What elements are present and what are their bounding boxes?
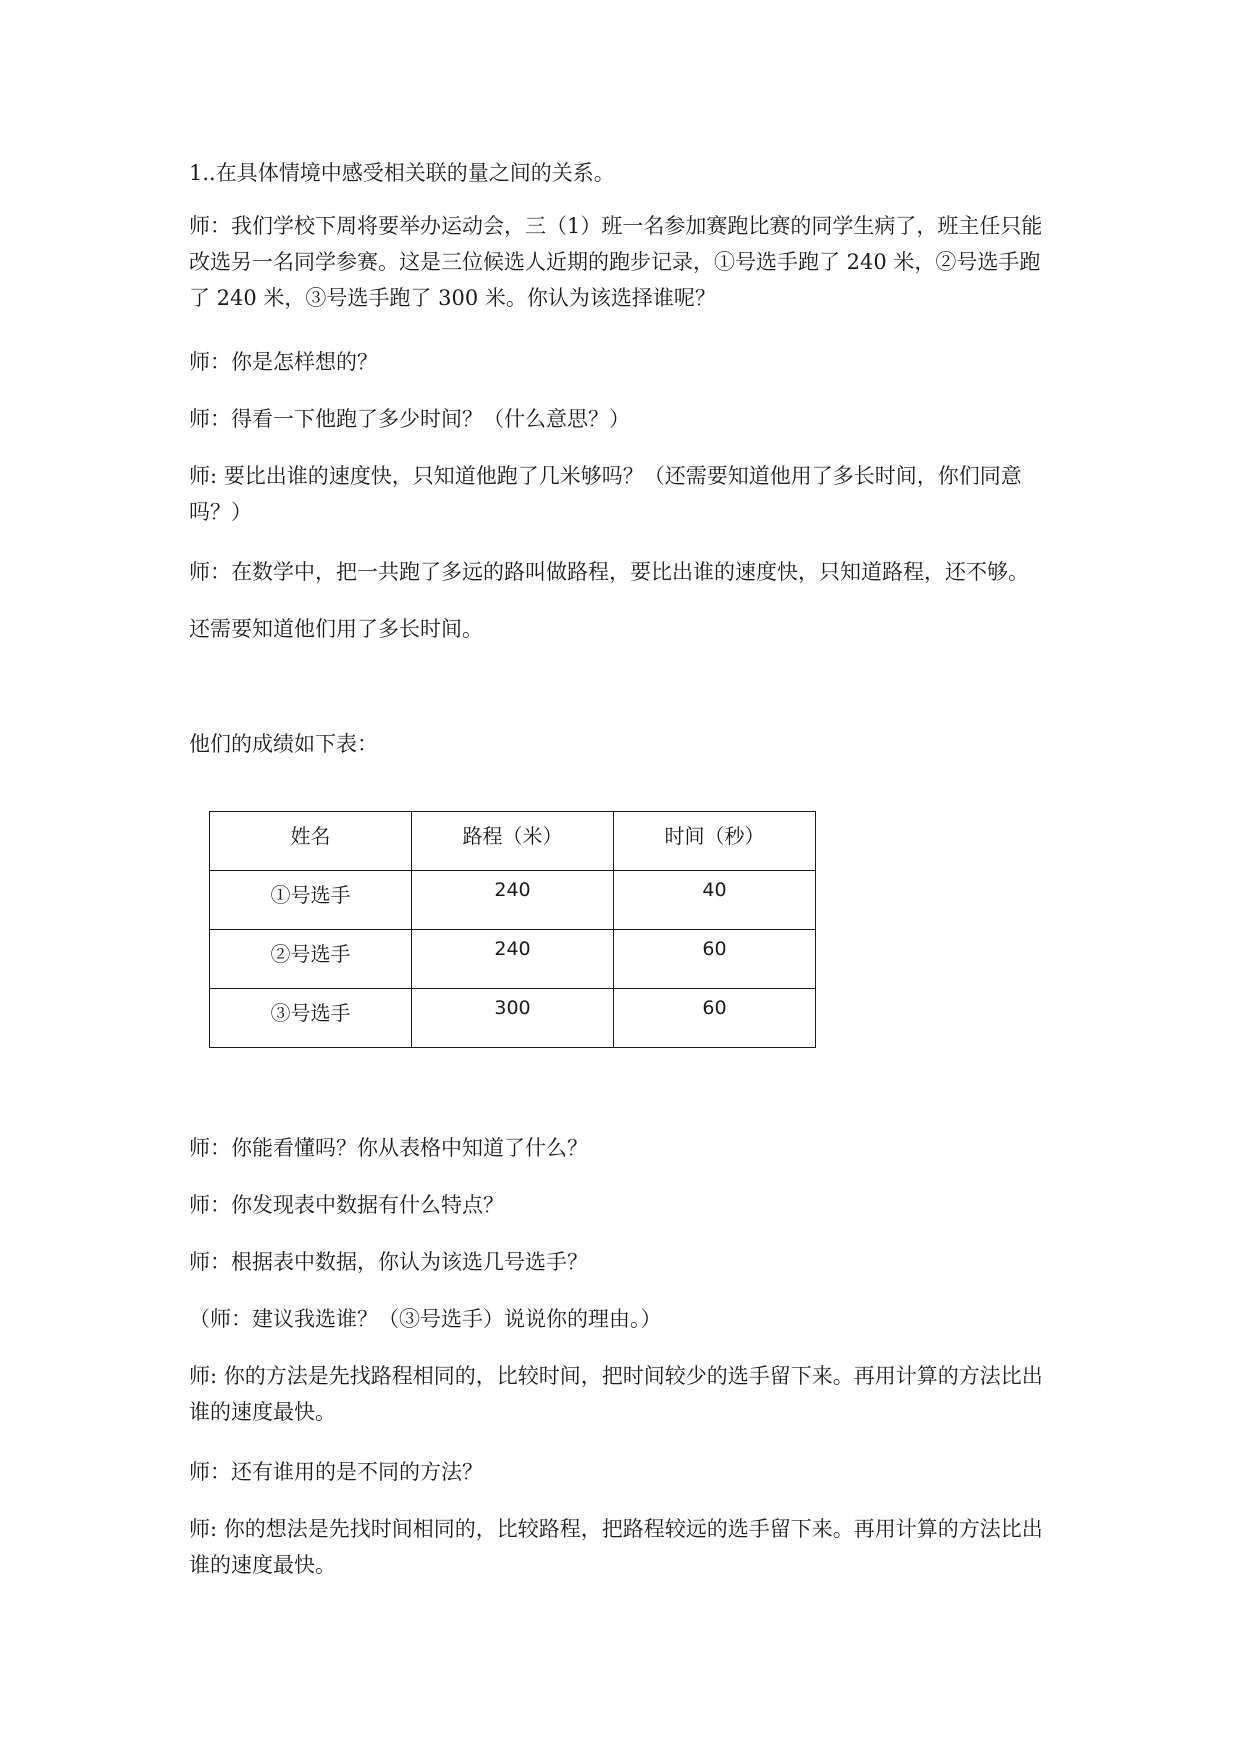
table-cell-distance: 240 [412, 930, 614, 989]
paragraph-method-one: 师: 你的方法是先找路程相同的，比较时间，把时间较少的选手留下来。再用计算的方法比出谁的速度最快。 [189, 1364, 1043, 1424]
paragraph-data-features: 师：你发现表中数据有什么特点？ [189, 1193, 504, 1217]
table-row [210, 871, 816, 930]
table-header-name: 姓名 [210, 812, 412, 871]
paragraph-method-two: 师: 你的想法是先找时间相同的，比较路程，把路程较远的选手留下来。再用计算的方法比出谁的速度最快。 [189, 1517, 1043, 1577]
table-row [210, 930, 816, 989]
paragraph-read-table: 师：你能看懂吗？你从表格中知道了什么？ [189, 1136, 588, 1160]
paragraph-question-how: 师：你是怎样想的？ [189, 350, 378, 374]
table-header-row [210, 812, 816, 871]
paragraph-distance-definition: 师：在数学中，把一共跑了多远的路叫做路程，要比出谁的速度快，只知道路程，还不够。 [189, 560, 1029, 584]
paragraph-other-method: 师：还有谁用的是不同的方法？ [189, 1460, 483, 1484]
table-header-distance: 路程（米） [412, 812, 614, 871]
paragraph-choose-runner: 师：根据表中数据，你认为该选几号选手？ [189, 1250, 588, 1274]
table-cell-name: ③号选手 [210, 989, 412, 1048]
paragraph-time-check: 师：得看一下他跑了多少时间？（什么意思？） [189, 407, 630, 431]
table-cell-name: ①号选手 [210, 871, 412, 930]
paragraph-suggest: （师：建议我选谁？（③号选手）说说你的理由。） [189, 1307, 662, 1331]
results-table-container [209, 811, 816, 1048]
table-cell-name: ②号选手 [210, 930, 412, 989]
table-row [210, 989, 816, 1048]
results-table [209, 811, 816, 1048]
table-cell-time: 60 [614, 989, 816, 1048]
paragraph-need-time: 还需要知道他们用了多长时间。 [189, 617, 483, 641]
paragraph-speed-question: 师: 要比出谁的速度快，只知道他跑了几米够吗？（还需要知道他用了多长时间，你们同意吗？） [189, 464, 1022, 524]
section-heading: 1..在具体情境中感受相关联的量之间的关系。 [189, 161, 615, 185]
table-cell-time: 40 [614, 871, 816, 930]
table-header-time: 时间（秒） [614, 812, 816, 871]
table-cell-distance: 300 [412, 989, 614, 1048]
table-cell-distance: 240 [412, 871, 614, 930]
paragraph-table-intro: 他们的成绩如下表： [189, 732, 378, 756]
paragraph-intro: 师：我们学校下周将要举办运动会，三（1）班一名参加赛跑比赛的同学生病了，班主任只能改选另一名同学参赛。这是三位候选人近期的跑步记录，①号选手跑了 240 米，②号选手跑了 240 米，③号选手跑了 300 米。你认为该选择谁呢？ [189, 214, 1043, 310]
table-cell-time: 60 [614, 930, 816, 989]
